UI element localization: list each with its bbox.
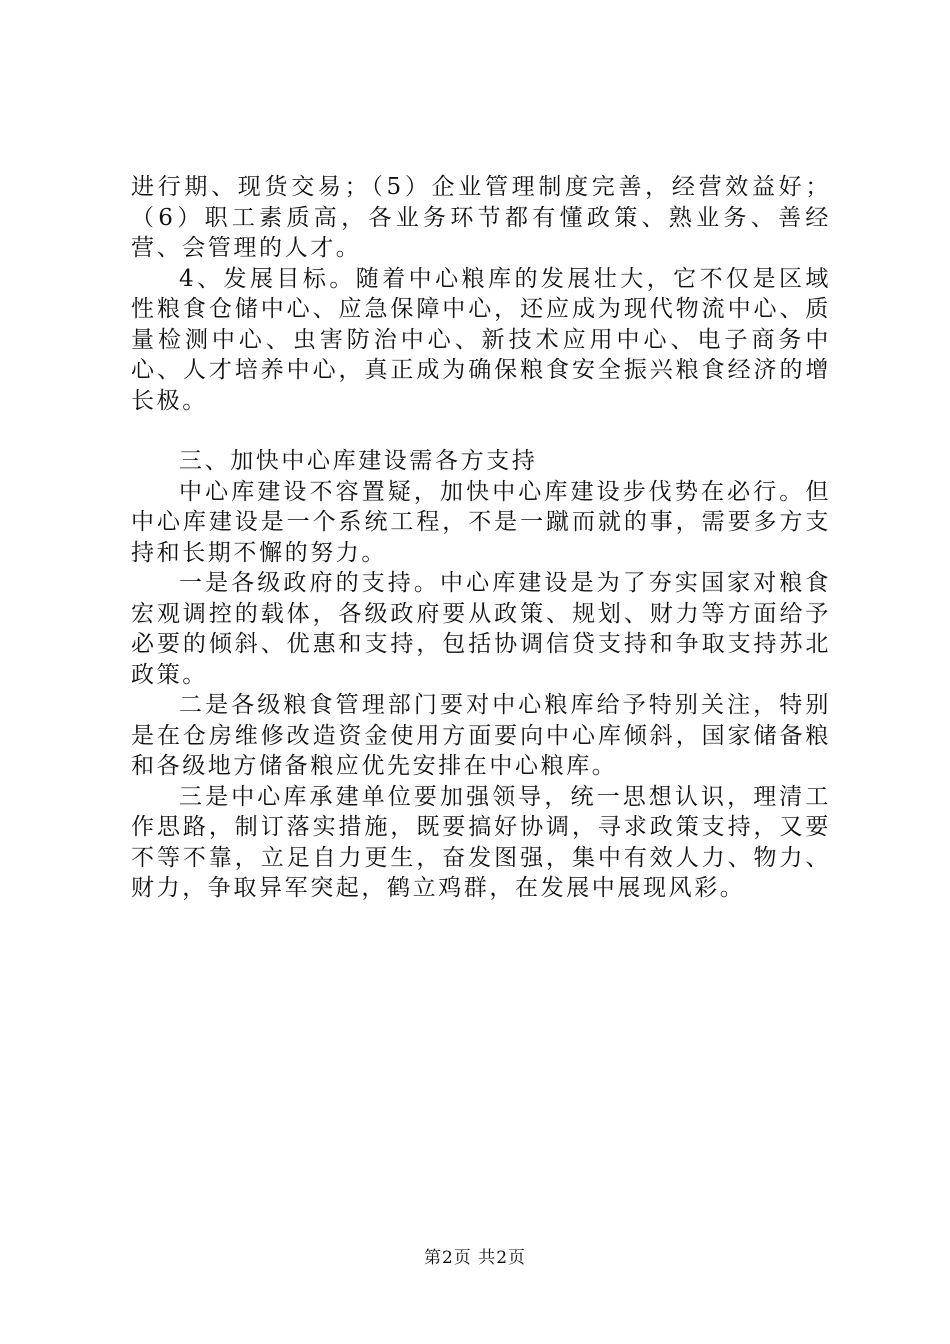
section-heading: 三、加快中心库建设需各方支持 [179, 448, 538, 474]
paragraph-government-support: 一是各级政府的支持。中心库建设是为了夯实国家对粮食宏观调控的载体，各级政府要从政策、规划、财力等方面给予必要的倾斜、优惠和支持，包括协调信贷支持和争取支持苏北政策。 [131, 570, 831, 688]
paragraph-development-goal: 4、发展目标。随着中心粮库的发展壮大，它不仅是区域性粮食仓储中心、应急保障中心，还应成为现代物流中心、质量检测中心、虫害防治中心、新技术应用中心、电子商务中心、人才培养中心，真正成为确保粮食安全振兴粮食经济的增长极。 [131, 265, 831, 414]
paragraph-grain-departments: 二是各级粮食管理部门要对中心粮库给予特别关注，特别是在仓房维修改造资金使用方面要向中心库倾斜，国家储备粮和各级地方储备粮应优先安排在中心粮库。 [131, 692, 831, 779]
document-body [131, 172, 831, 904]
paragraph-construction-units: 三是中心库承建单位要加强领导，统一思想认识，理清工作思路，制订落实措施，既要搞好协调，寻求政策支持，又要不等不靠，立足自力更生，奋发图强，集中有效人力、物力、财力，争取异军突起，鹤立鸡群，在发展中展现风彩。 [131, 783, 831, 901]
paragraph-continuation: 进行期、现货交易；（5）企业管理制度完善，经营效益好；（6）职工素质高，各业务环节都有懂政策、熟业务、善经营、会管理的人才。 [131, 174, 831, 261]
paragraph-intro: 中心库建设不容置疑，加快中心库建设步伐势在必行。但中心库建设是一个系统工程，不是一蹴而就的事，需要多方支持和长期不懈的努力。 [131, 478, 831, 566]
page-number-footer: 第2页 共2页 [423, 1248, 527, 1268]
